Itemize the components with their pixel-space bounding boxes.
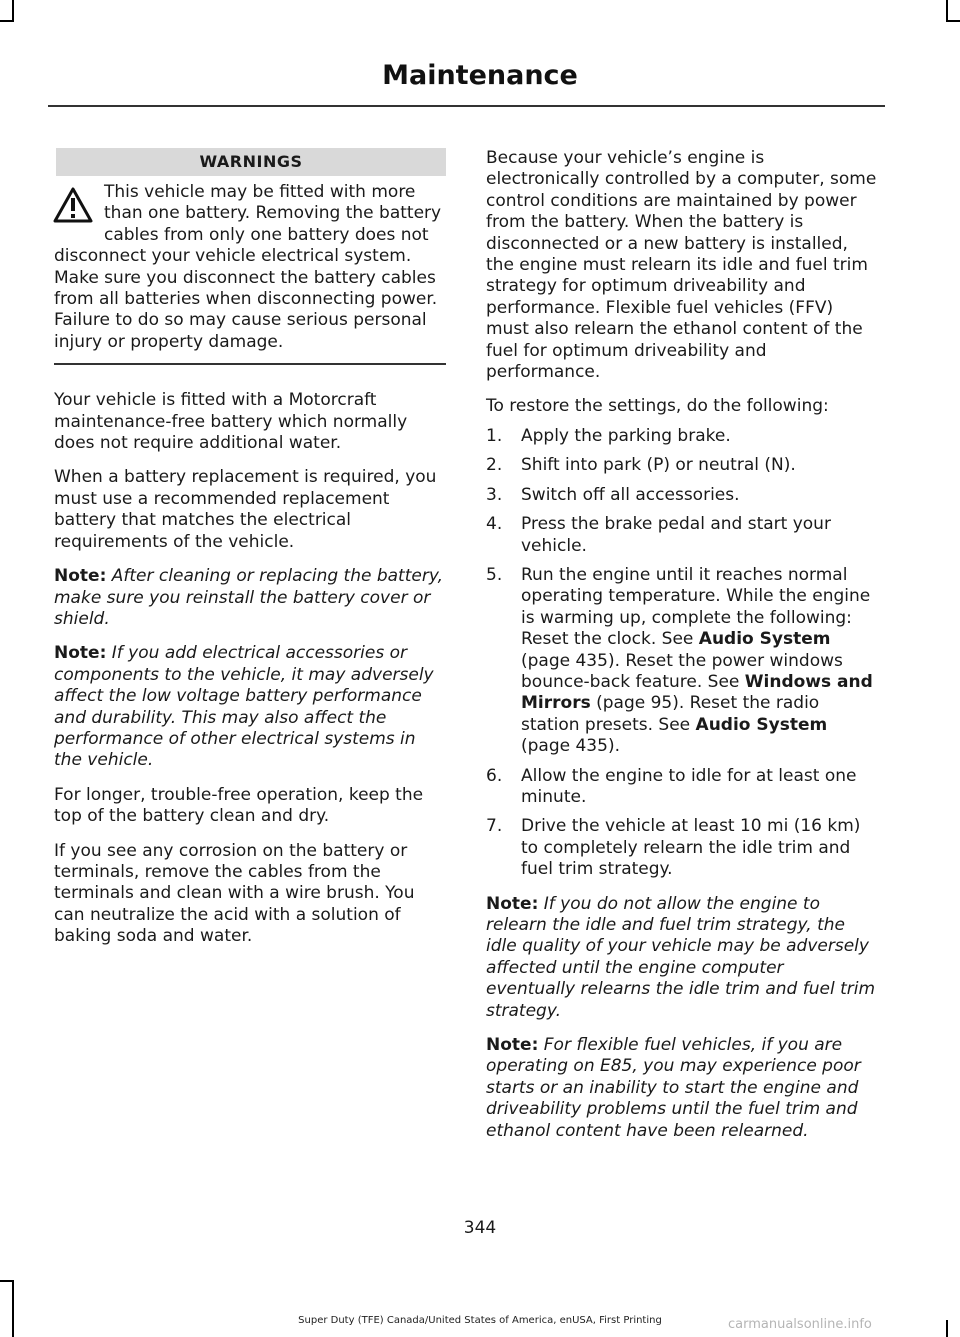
step-text: (page 435). xyxy=(521,736,620,757)
battery-paragraph-1: Your vehicle is fitted with a Motorcraft maintenance-free battery which normally does not require additional water. xyxy=(54,390,408,454)
crop-mark-bottom-left xyxy=(12,1280,14,1337)
note-text: If you add electrical accessories or components to the vehicle, it may adversely affect the low voltage battery performance and durability. This may also affect the performance of other electrical systems in the vehicle. xyxy=(54,643,434,771)
right-column xyxy=(486,148,878,1142)
restore-steps-list xyxy=(486,426,878,881)
note-text: After cleaning or replacing the battery, make sure you reinstall the battery cover or shield. xyxy=(54,566,443,629)
list-item xyxy=(486,485,878,506)
cross-reference-link[interactable]: Windows and Mirrors xyxy=(521,671,873,714)
note-label: Note: xyxy=(54,566,107,587)
watermark: carmanualsonline.info xyxy=(728,1317,872,1332)
step-text: Switch off all accessories. xyxy=(521,484,740,505)
step-text: Drive the vehicle at least 10 mi (16 km) to completely relearn the idle trim and fuel trim strategy. xyxy=(521,816,861,880)
left-column xyxy=(54,148,446,948)
step-number: 3. xyxy=(486,484,503,505)
battery-paragraph-3: For longer, trouble-free operation, keep the top of the battery clean and dry. xyxy=(54,784,424,827)
page-title: Maintenance xyxy=(382,60,578,91)
note-label: Note: xyxy=(54,643,107,664)
note-flexible-fuel xyxy=(486,1035,878,1142)
note-electrical-accessories xyxy=(54,643,446,771)
step-number: 7. xyxy=(486,816,503,837)
step-number: 2. xyxy=(486,455,503,476)
warning-text: This vehicle may be fitted with more than one battery. Removing the battery cables from only one battery does not disconnect your vehicle electrical system. Make sure you disconnect the battery cables from all batteries when disconnecting power. Failure to do so may cause serious personal injury or property damage. xyxy=(54,182,442,352)
page-number: 344 xyxy=(463,1218,497,1238)
crop-mark-top-left-h xyxy=(0,20,14,22)
step-number: 5. xyxy=(486,564,503,585)
step-text: (page 95). Reset the radio station presets. See xyxy=(521,693,820,735)
restore-intro: To restore the settings, do the following: xyxy=(486,396,829,417)
crop-mark-top-right xyxy=(946,0,948,20)
crop-mark-bottom-left-h xyxy=(0,1280,14,1282)
note-label: Note: xyxy=(486,893,539,914)
list-item xyxy=(486,565,878,758)
note-idle-quality xyxy=(486,894,878,1022)
list-item xyxy=(486,766,878,809)
warning-box xyxy=(54,182,446,365)
crop-mark-top-right-h xyxy=(946,20,960,22)
header-divider xyxy=(48,105,885,107)
step-text: Allow the engine to idle for at least one minute. xyxy=(521,765,857,807)
battery-paragraph-2: When a battery replacement is required, you must use a recommended replacement battery that matches the electrical requirements of the vehicle. xyxy=(54,467,437,552)
note-reinstall-cover xyxy=(54,566,446,630)
cross-reference-link[interactable]: Audio System xyxy=(695,714,828,735)
step-number: 6. xyxy=(486,765,503,786)
footer-text: Super Duty (TFE) Canada/United States of America, enUSA, First Printing xyxy=(298,1315,662,1326)
step-text: (page 435). Reset the power windows bounce-back feature. See xyxy=(521,650,843,692)
note-text: For flexible fuel vehicles, if you are operating on E85, you may experience poor starts or an inability to start the engine and driveability problems until the fuel trim and ethanol content have been relearned. xyxy=(486,1035,861,1141)
battery-paragraph-4: If you see any corrosion on the battery or terminals, remove the cables from the terminals and clean with a wire brush. You can neutralize the acid with a solution of baking soda and water. xyxy=(54,840,415,947)
list-item xyxy=(486,816,878,880)
step-number: 4. xyxy=(486,514,503,535)
step-text: Run the engine until it reaches normal operating temperature. While the engine is warming up, complete the following: Reset the clock. See xyxy=(521,564,871,650)
note-text: If you do not allow the engine to relearn the idle and fuel trim strategy, the idle quality of your vehicle may be adversely affected until the engine computer eventually relearns the idle trim and fuel trim strategy. xyxy=(486,893,876,1021)
crop-mark-top-left xyxy=(12,0,14,20)
list-item xyxy=(486,514,878,557)
cross-reference-link[interactable]: Audio System xyxy=(698,629,831,650)
list-item xyxy=(486,426,878,447)
step-text: Shift into park (P) or neutral (N). xyxy=(521,455,796,476)
note-label: Note: xyxy=(486,1035,539,1056)
warning-triangle-icon xyxy=(50,186,96,238)
warnings-heading: WARNINGS xyxy=(56,148,446,176)
step-text: Press the brake pedal and start your vehicle. xyxy=(521,514,831,556)
warning-divider xyxy=(54,363,446,365)
list-item xyxy=(486,455,878,476)
step-number: 1. xyxy=(486,425,503,446)
relearn-paragraph: Because your vehicle’s engine is electronically controlled by a computer, some control conditions are maintained by power from the battery. When the battery is disconnected or a new battery is installed, the engine must relearn its idle and fuel trim strategy for optimum driveability and performance. Flexible fuel vehicles (FFV) must also relearn the ethanol content of the fuel for optimum driveability and performance. xyxy=(486,148,877,383)
step-text: Apply the parking brake. xyxy=(521,425,731,446)
